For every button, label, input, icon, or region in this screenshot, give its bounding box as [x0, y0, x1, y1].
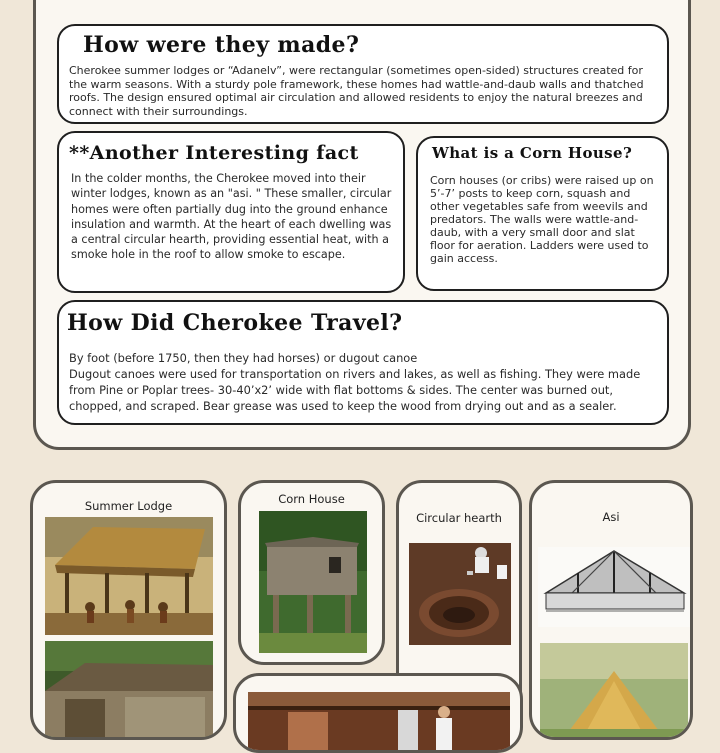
travel-text	[69, 350, 665, 414]
summer-lodge-illustration	[45, 517, 213, 635]
corn-house-card	[416, 136, 669, 291]
asi-illustration	[538, 547, 690, 627]
travel-line-1: By foot (before 1750, then they had horses) or dugout canoe	[69, 351, 418, 365]
summer-lodge-caption: Summer Lodge	[84, 499, 173, 513]
dugout-canoe-photo	[248, 692, 510, 752]
circular-hearth-caption: Circular hearth	[416, 511, 502, 525]
corn-house-photo-card	[238, 480, 385, 665]
summer-lodge-photo	[45, 641, 213, 740]
dugout-canoe-card	[233, 673, 523, 753]
how-made-title: How were they made?	[83, 32, 360, 58]
corn-house-text: Corn houses (or cribs) were raised up on 5’-7’ posts to keep corn, squash and other vegetables safe from weevils and predators. The walls were wattle-and-daub, with a very small door and slat floor for aeration. Ladders were used to gain access.	[430, 174, 654, 265]
asi-caption: Asi	[602, 510, 620, 524]
travel-card	[57, 300, 669, 425]
interesting-fact-card	[57, 131, 405, 293]
how-made-card	[57, 24, 669, 124]
circular-hearth-photo	[409, 543, 511, 645]
asi-photo	[540, 643, 688, 740]
interesting-fact-title: **Another Interesting fact	[69, 142, 359, 164]
asi-card	[529, 480, 693, 740]
summer-lodge-card	[30, 480, 227, 740]
interesting-fact-text: In the colder months, the Cherokee moved into their winter lodges, known as an "asi. " These smaller, circular homes were often partially dug into the ground enhance insulation and warmth. At the heart of each dwelling was a central circular hearth, providing essential heat, with a smoke hole in the roof to allow smoke to escape.	[71, 172, 392, 262]
how-made-text: Cherokee summer lodges or “Adanelv”, were rectangular (sometimes open-sided) structures created for the warm seasons. With a sturdy pole framework, these homes had wattle-and-daub walls and thatched roofs. The design ensured optimal air circulation and allowed residents to enjoy the natural breezes and connect with their surroundings.	[69, 64, 644, 118]
corn-house-photo	[259, 511, 367, 653]
travel-line-2: Dugout canoes were used for transportation on rivers and lakes, as well as fishing. They were made from Pine or Poplar trees- 30-40’x2’ wide with flat bottoms & sides. The center was burned out, chopped, and scraped. Bear grease was used to keep the wood from drying out and as a sealer.	[69, 367, 641, 413]
corn-house-title: What is a Corn House?	[432, 144, 633, 162]
travel-title: How Did Cherokee Travel?	[67, 310, 403, 336]
corn-house-caption: Corn House	[278, 492, 345, 506]
